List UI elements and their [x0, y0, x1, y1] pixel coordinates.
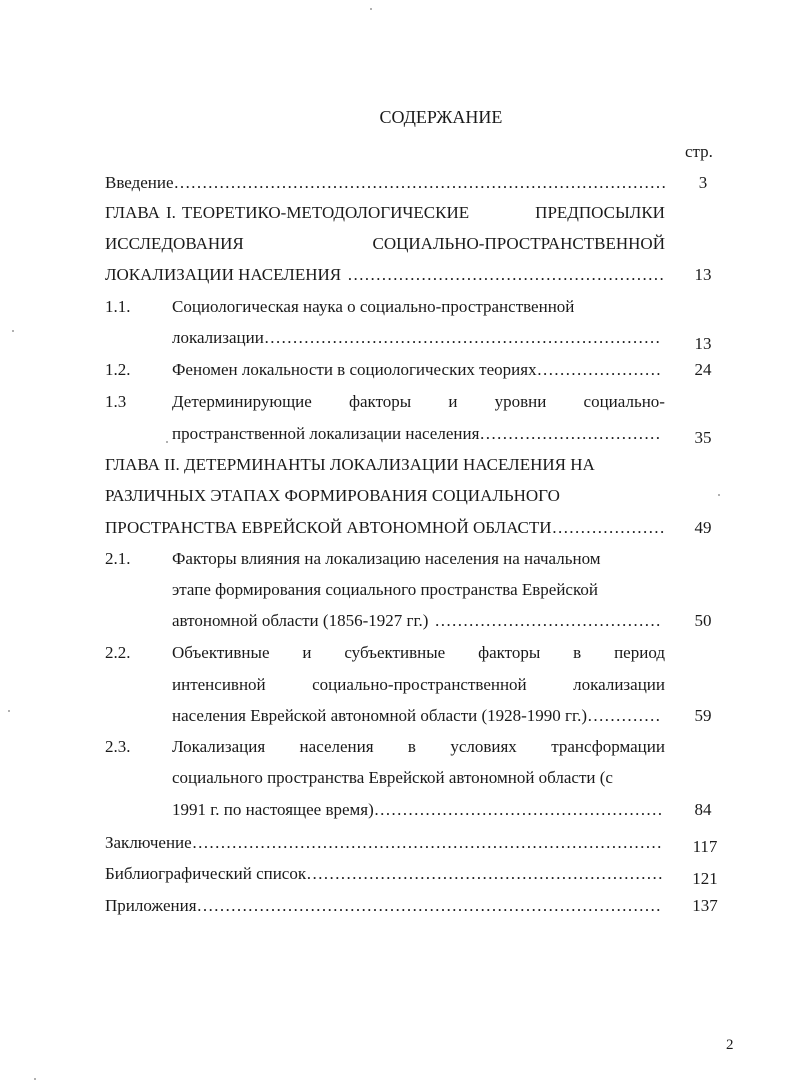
- word: СОЦИАЛЬНО-ПРОСТРАНСТВЕННОЙ: [372, 234, 665, 253]
- scan-speck: [370, 8, 372, 10]
- section-2-2-line-2[interactable]: [172, 676, 665, 693]
- word: Локализация: [172, 737, 266, 756]
- leader-dots: [264, 329, 662, 346]
- section-1-1-line-2[interactable]: [172, 329, 662, 346]
- word: интенсивной: [172, 675, 266, 694]
- word: субъективные: [344, 643, 446, 662]
- toc-entry-intro[interactable]: [105, 174, 665, 191]
- section-number: 2.1.: [105, 549, 131, 568]
- page-column-header: стр.: [685, 142, 713, 161]
- section-2-1-line-3[interactable]: [172, 612, 662, 629]
- leader-dots: [434, 612, 662, 629]
- entry-label: Приложения: [105, 896, 197, 915]
- leader-dots: [347, 266, 665, 283]
- entry-page: 84: [694, 800, 712, 819]
- word: и: [302, 643, 312, 662]
- entry-label: населения Еврейской автономной области (1928-1990 гг.): [172, 706, 587, 725]
- chapter-2-line-1[interactable]: ГЛАВА II. ДЕТЕРМИНАНТЫ ЛОКАЛИЗАЦИИ НАСЕЛЕНИЯ НА: [105, 455, 595, 474]
- leader-dots: [197, 897, 662, 914]
- word: условиях: [450, 737, 517, 756]
- entry-label: Заключение: [105, 833, 192, 852]
- chapter-2-line-3[interactable]: [105, 519, 665, 536]
- entry-page: 117: [692, 837, 718, 856]
- entry-page: 24: [694, 360, 712, 379]
- entry-page: 137: [692, 896, 718, 915]
- section-number: 2.2.: [105, 643, 131, 662]
- word: ИССЛЕДОВАНИЯ: [105, 234, 244, 253]
- scan-speck: [12, 330, 14, 332]
- entry-page: 3: [698, 173, 708, 192]
- toc-entry-conclusion[interactable]: [105, 834, 662, 851]
- chapter-1-line-2[interactable]: [105, 235, 665, 252]
- section-number: 1.2.: [105, 360, 131, 379]
- entry-label: ПРОСТРАНСТВА ЕВРЕЙСКОЙ АВТОНОМНОЙ ОБЛАСТИ: [105, 518, 552, 537]
- toc-title: СОДЕРЖАНИЕ: [379, 107, 503, 127]
- entry-page: 13: [694, 265, 712, 284]
- leader-dots: [587, 707, 662, 724]
- entry-label: пространственной локализации населения: [172, 424, 480, 443]
- entry-label: локализации: [172, 328, 264, 347]
- section-2-3-line-1[interactable]: [172, 738, 665, 755]
- word: Объективные: [172, 643, 270, 662]
- section-2-2-line-3[interactable]: [172, 707, 662, 724]
- word: ПРЕДПОСЫЛКИ: [535, 203, 665, 222]
- leader-dots: [537, 361, 662, 378]
- entry-label: ЛОКАЛИЗАЦИИ НАСЕЛЕНИЯ: [105, 265, 342, 284]
- section-1-1-line-1[interactable]: Социологическая наука о социально-пространственной: [172, 297, 575, 316]
- word: факторы: [478, 643, 541, 662]
- word: в: [573, 643, 582, 662]
- word: I.: [165, 203, 176, 222]
- leader-dots: [374, 801, 662, 818]
- word: ТЕОРЕТИКО-МЕТОДОЛОГИЧЕСКИЕ: [181, 203, 470, 222]
- scan-speck: [8, 710, 10, 712]
- entry-page: 13: [694, 334, 712, 353]
- leader-dots: [306, 865, 662, 882]
- leader-dots: [552, 519, 665, 536]
- word: локализации: [573, 675, 665, 694]
- word: социально-пространственной: [312, 675, 527, 694]
- entry-label: автономной области (1856-1927 гг.): [172, 611, 429, 630]
- entry-label: Феномен локальности в социологических теориях: [172, 360, 537, 379]
- word: период: [614, 643, 665, 662]
- entry-page: 59: [694, 706, 712, 725]
- scan-speck: [718, 494, 720, 496]
- chapter-1-line-3[interactable]: [105, 266, 665, 283]
- entry-page: 35: [694, 428, 712, 447]
- chapter-2-line-2[interactable]: РАЗЛИЧНЫХ ЭТАПАХ ФОРМИРОВАНИЯ СОЦИАЛЬНОГО: [105, 486, 560, 505]
- word: уровни: [494, 392, 547, 411]
- word: Детерминирующие: [172, 392, 312, 411]
- entry-page: 121: [692, 869, 718, 888]
- section-1-2-line-1[interactable]: [172, 361, 662, 378]
- entry-page: 50: [694, 611, 712, 630]
- section-2-3-line-2[interactable]: социального пространства Еврейской автономной области (с: [172, 768, 613, 787]
- leader-dots: [192, 834, 662, 851]
- leader-dots: [479, 425, 662, 442]
- word: в: [407, 737, 416, 756]
- section-number: 2.3.: [105, 737, 131, 756]
- scan-speck: [166, 441, 168, 443]
- word: и: [448, 392, 458, 411]
- section-2-1-line-1[interactable]: Факторы влияния на локализацию населения на начальном: [172, 549, 601, 568]
- chapter-1-line-1[interactable]: [105, 204, 665, 221]
- section-2-1-line-2[interactable]: этапе формирования социального пространства Еврейской: [172, 580, 598, 599]
- word: социально-: [583, 392, 665, 411]
- word: населения: [299, 737, 374, 756]
- section-2-3-line-3[interactable]: [172, 801, 662, 818]
- word: ГЛАВА: [105, 203, 160, 222]
- word: факторы: [348, 392, 412, 411]
- entry-label: Введение: [105, 173, 174, 192]
- page-number: 2: [726, 1037, 734, 1053]
- scan-speck: [34, 1078, 36, 1080]
- entry-label: 1991 г. по настоящее время): [172, 800, 374, 819]
- entry-label: Библиографический список: [105, 864, 307, 883]
- section-2-2-line-1[interactable]: [172, 644, 665, 661]
- section-number: 1.1.: [105, 297, 131, 316]
- word: трансформации: [551, 737, 665, 756]
- section-number: 1.3: [105, 392, 127, 411]
- section-1-3-line-2[interactable]: [172, 425, 662, 442]
- section-1-3-line-1[interactable]: [172, 393, 665, 410]
- toc-entry-bibliography[interactable]: [105, 865, 662, 882]
- entry-page: 49: [694, 518, 712, 537]
- toc-entry-appendices[interactable]: [105, 897, 662, 914]
- leader-dots: [174, 174, 665, 191]
